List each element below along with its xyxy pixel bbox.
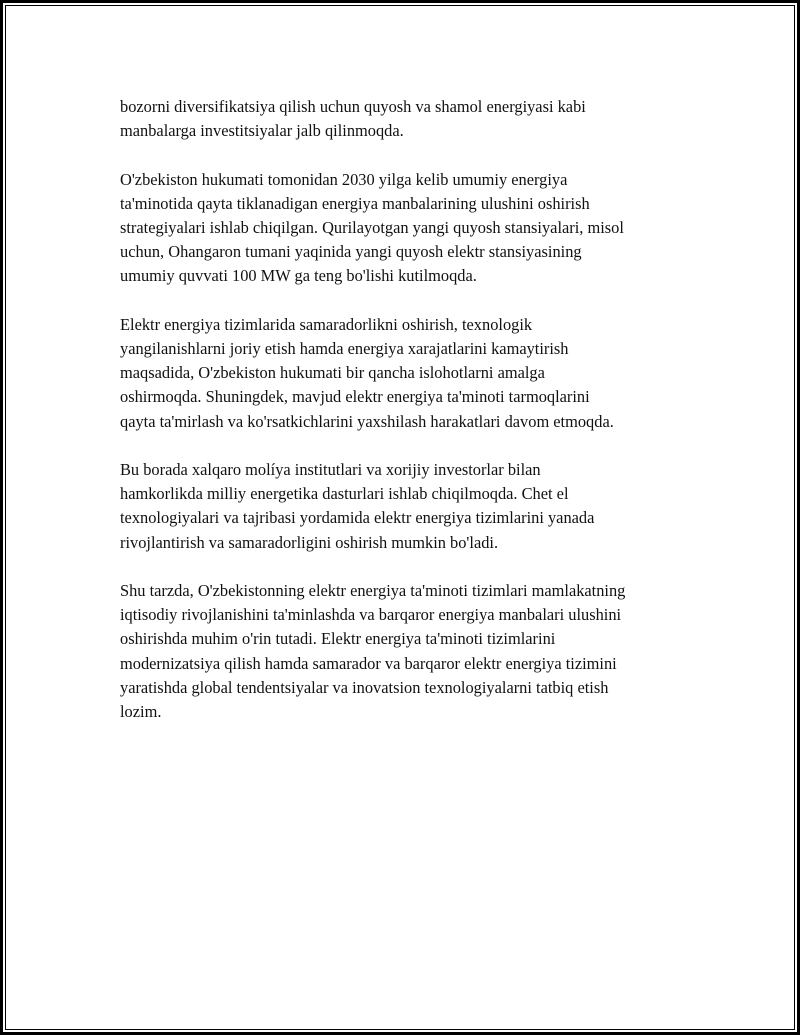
- text-line: yaratishda global tendentsiyalar va inovatsion texnologiyalarni tatbiq etish: [120, 677, 609, 697]
- text-line: modernizatsiya qilish hamda samarador va barqaror elektr energiya tizimini: [120, 653, 617, 673]
- text-line: O'zbekiston hukumati tomonidan 2030 yilga kelib umumiy energiya: [120, 169, 568, 189]
- paragraph-5: [120, 579, 720, 724]
- paragraph-4: [120, 458, 720, 555]
- text-line: texnologiyalari va tajribasi yordamida elektr energiya tizimlarini yanada: [120, 508, 595, 528]
- text-line: iqtisodiy rivojlanishini ta'minlashda va barqaror energiya manbalari ulushini: [120, 605, 622, 625]
- paragraph-3: [120, 313, 720, 434]
- text-line: yangilanishlarni joriy etish hamda energiya xarajatlarini kamaytirish: [120, 339, 569, 358]
- text-line: umumiy quvvati 100 MW ga teng bo'lishi kutilmoqda.: [120, 266, 477, 286]
- paragraph-1: [120, 95, 720, 143]
- text-line: Elektr energiya tizimlarida samaradorlikni oshirish, texnologik: [120, 314, 533, 334]
- text-line: lozim.: [120, 702, 162, 722]
- text-line: oshirmoqda. Shuningdek, mavjud elektr energiya ta'minoti tarmoqlarini: [120, 387, 590, 407]
- text-line: manbalarga investitsiyalar jalb qilinmoqda.: [120, 121, 404, 141]
- paragraph-2: [120, 168, 720, 289]
- text-line: Shu tarzda, O'zbekistonning elektr energiya ta'minoti tizimlari mamlakatning: [120, 581, 626, 600]
- text-line: Bu borada xalqaro molíya institutlari va xorijiy investorlar bilan: [120, 460, 541, 479]
- text-line: ta'minotida qayta tiklanadigan energiya manbalarining ulushini oshirish: [120, 193, 590, 213]
- text-line: uchun, Ohangaron tumani yaqinida yangi quyosh elektr stansiyasining: [120, 242, 582, 262]
- text-line: bozorni diversifikatsiya qilish uchun quyosh va shamol energiyasi kabi: [120, 97, 586, 116]
- text-line: qayta ta'mirlash va ko'rsatkichlarini yaxshilash harakatlari davom etmoqda.: [120, 411, 614, 431]
- text-line: hamkorlikda milliy energetika dasturlari ishlab chiqilmoqda. Chet el: [120, 484, 569, 504]
- text-line: rivojlantirish va samaradorligini oshirish mumkin bo'ladi.: [120, 532, 499, 552]
- text-line: strategiyalari ishlab chiqilgan. Qurilayotgan yangi quyosh stansiyalari, misol: [120, 218, 624, 237]
- text-line: maqsadida, O'zbekiston hukumati bir qancha islohotlarni amalga: [120, 363, 545, 383]
- text-line: oshirishda muhim o'rin tutadi. Elektr energiya ta'minoti tizimlarini: [120, 629, 556, 649]
- document-body: [120, 95, 720, 748]
